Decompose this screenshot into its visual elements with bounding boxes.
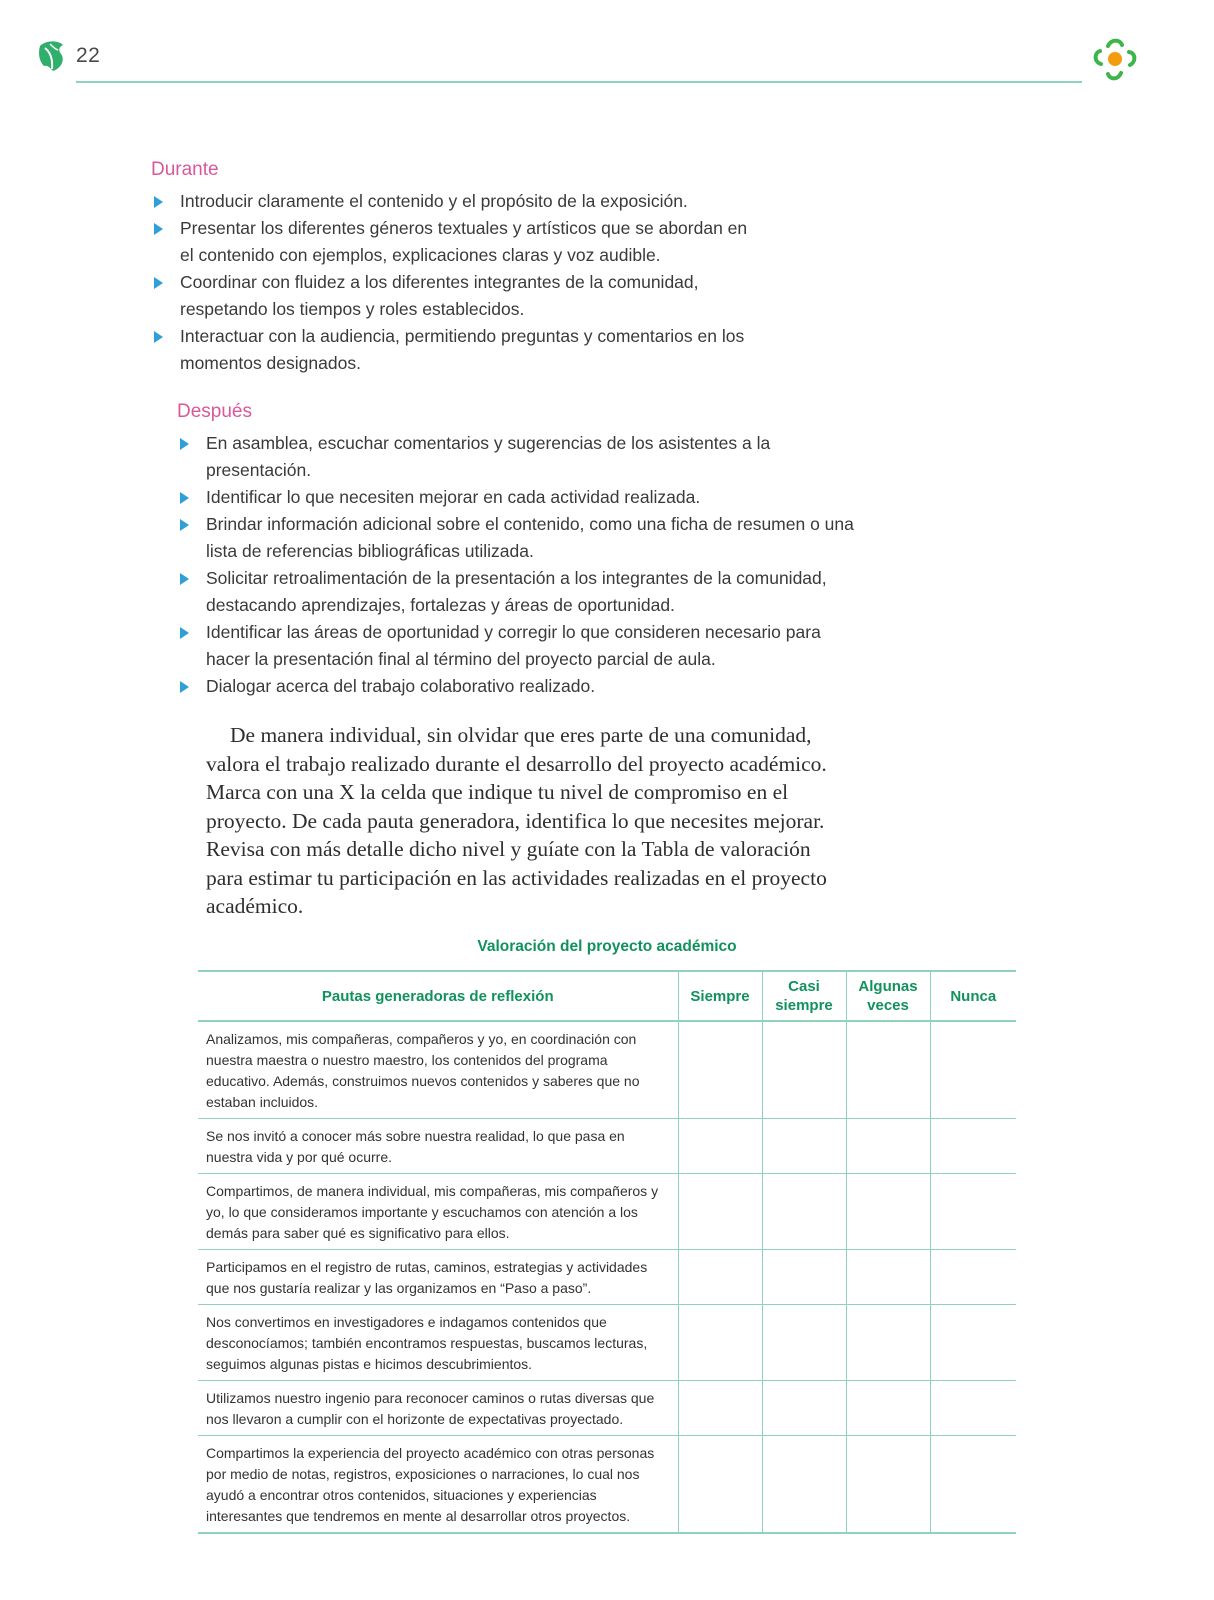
table-row (198, 1250, 1016, 1305)
cell-nunca[interactable] (930, 1021, 1016, 1119)
intro-paragraph: De manera individual, sin olvidar que eres parte de una comunidad, valora el trabajo realizado durante el desarrollo del proyecto académico. Marca con una X la celda que indique tu nivel de compromiso en el proyecto. De cada pauta generadora, identifica lo que necesites mejorar. Revisa con más detalle dicho nivel y guíate con la Tabla de valoración para estimar tu participación en las actividades realizadas en el proyecto académico. (206, 723, 827, 918)
cell-siempre[interactable] (678, 1305, 762, 1381)
list-item: Introducir claramente el contenido y el propósito de la exposición. (151, 188, 751, 215)
bullet-triangle-icon (154, 223, 163, 235)
cell-algunas-veces[interactable] (846, 1381, 930, 1436)
header-rule (76, 81, 1082, 83)
pauta-text: Compartimos, de manera individual, mis compañeras, mis compañeros y yo, lo que consideramos importante y escuchamos con atención a los demás para saber qué es significativo para ellos. (198, 1174, 678, 1250)
table-row (198, 1021, 1016, 1119)
cell-casi-siempre[interactable] (762, 1305, 846, 1381)
cell-casi-siempre[interactable] (762, 1381, 846, 1436)
table-row (198, 1305, 1016, 1381)
cell-nunca[interactable] (930, 1436, 1016, 1534)
cell-siempre[interactable] (678, 1174, 762, 1250)
table-row (198, 1381, 1016, 1436)
section-durante (151, 159, 751, 377)
cell-casi-siempre[interactable] (762, 1119, 846, 1174)
header-casi-siempre: Casi siempre (762, 971, 846, 1021)
cell-nunca[interactable] (930, 1305, 1016, 1381)
page-number: 22 (76, 44, 101, 67)
cell-nunca[interactable] (930, 1381, 1016, 1436)
cell-algunas-veces[interactable] (846, 1305, 930, 1381)
cell-siempre[interactable] (678, 1381, 762, 1436)
list-item: Interactuar con la audiencia, permitiendo preguntas y comentarios en los momentos designados. (151, 323, 751, 377)
cell-nunca[interactable] (930, 1119, 1016, 1174)
bullet-triangle-icon (180, 519, 189, 531)
bullet-triangle-icon (180, 573, 189, 585)
bullet-triangle-icon (154, 331, 163, 343)
list-item: Coordinar con fluidez a los diferentes integrantes de la comunidad, respetando los tiempos y roles establecidos. (151, 269, 751, 323)
leaf-logo-icon (36, 38, 68, 74)
cell-nunca[interactable] (930, 1250, 1016, 1305)
cell-nunca[interactable] (930, 1174, 1016, 1250)
table-row (198, 1174, 1016, 1250)
pauta-text: Nos convertimos en investigadores e indagamos contenidos que desconocíamos; también encontramos respuestas, buscamos lecturas, seguimos algunas pistas e hicimos descubrimientos. (198, 1305, 678, 1381)
cell-casi-siempre[interactable] (762, 1436, 846, 1534)
pauta-text: Analizamos, mis compañeras, compañeros y yo, en coordinación con nuestra maestra o nuestro maestro, los contenidos del programa educativo. Además, construimos nuevos contenidos y saberes que no estaban incluidos. (198, 1021, 678, 1119)
header-algunas-veces: Algunas veces (846, 971, 930, 1021)
header-pautas: Pautas generadoras de reflexión (198, 971, 678, 1021)
cell-algunas-veces[interactable] (846, 1119, 930, 1174)
list-item: Brindar información adicional sobre el contenido, como una ficha de resumen o una lista de referencias bibliográficas utilizada. (177, 511, 857, 565)
cell-casi-siempre[interactable] (762, 1021, 846, 1119)
list-item: En asamblea, escuchar comentarios y sugerencias de los asistentes a la presentación. (177, 430, 857, 484)
bullet-triangle-icon (180, 681, 189, 693)
valuation-table (198, 970, 1016, 1534)
bullet-triangle-icon (180, 492, 189, 504)
list-item: Dialogar acerca del trabajo colaborativo realizado. (177, 673, 857, 700)
pauta-text: Compartimos la experiencia del proyecto académico con otras personas por medio de notas, registros, exposiciones o narraciones, lo cual nos ayudó a encontrar otros contenidos, situaciones y experiencias interesantes que tendremos en mente al desarrollar otros proyectos. (198, 1436, 678, 1534)
bullet-triangle-icon (154, 277, 163, 289)
table-row (198, 1119, 1016, 1174)
bullet-triangle-icon (154, 196, 163, 208)
bullet-triangle-icon (180, 438, 189, 450)
pauta-text: Utilizamos nuestro ingenio para reconocer caminos o rutas diversas que nos llevaron a cumplir con el horizonte de expectativas proyectado. (198, 1381, 678, 1436)
header-nunca: Nunca (930, 971, 1016, 1021)
cell-algunas-veces[interactable] (846, 1250, 930, 1305)
section-despues (177, 401, 857, 700)
durante-list (151, 188, 751, 377)
cell-casi-siempre[interactable] (762, 1174, 846, 1250)
cell-siempre[interactable] (678, 1436, 762, 1534)
table-row (198, 1436, 1016, 1534)
list-item: Identificar lo que necesiten mejorar en cada actividad realizada. (177, 484, 857, 511)
table-title: Valoración del proyecto académico (477, 938, 737, 955)
table-header-row (198, 971, 1016, 1021)
cell-algunas-veces[interactable] (846, 1436, 930, 1534)
cell-siempre[interactable] (678, 1250, 762, 1305)
pauta-text: Se nos invitó a conocer más sobre nuestra realidad, lo que pasa en nuestra vida y por qué ocurre. (198, 1119, 678, 1174)
pauta-text: Participamos en el registro de rutas, caminos, estrategias y actividades que nos gustaría realizar y las organizamos en “Paso a paso”. (198, 1250, 678, 1305)
cell-siempre[interactable] (678, 1119, 762, 1174)
bullet-triangle-icon (180, 627, 189, 639)
cell-algunas-veces[interactable] (846, 1174, 930, 1250)
cell-casi-siempre[interactable] (762, 1250, 846, 1305)
despues-list (177, 430, 857, 700)
header-siempre: Siempre (678, 971, 762, 1021)
section-title-durante: Durante (151, 159, 219, 180)
flower-logo-icon (1089, 34, 1141, 86)
section-title-despues: Después (177, 401, 252, 422)
cell-siempre[interactable] (678, 1021, 762, 1119)
list-item: Solicitar retroalimentación de la presentación a los integrantes de la comunidad, destacando aprendizajes, fortalezas y áreas de oportunidad. (177, 565, 857, 619)
cell-algunas-veces[interactable] (846, 1021, 930, 1119)
list-item: Identificar las áreas de oportunidad y corregir lo que consideren necesario para hacer la presentación final al término del proyecto parcial de aula. (177, 619, 857, 673)
list-item: Presentar los diferentes géneros textuales y artísticos que se abordan en el contenido con ejemplos, explicaciones claras y voz audible. (151, 215, 751, 269)
